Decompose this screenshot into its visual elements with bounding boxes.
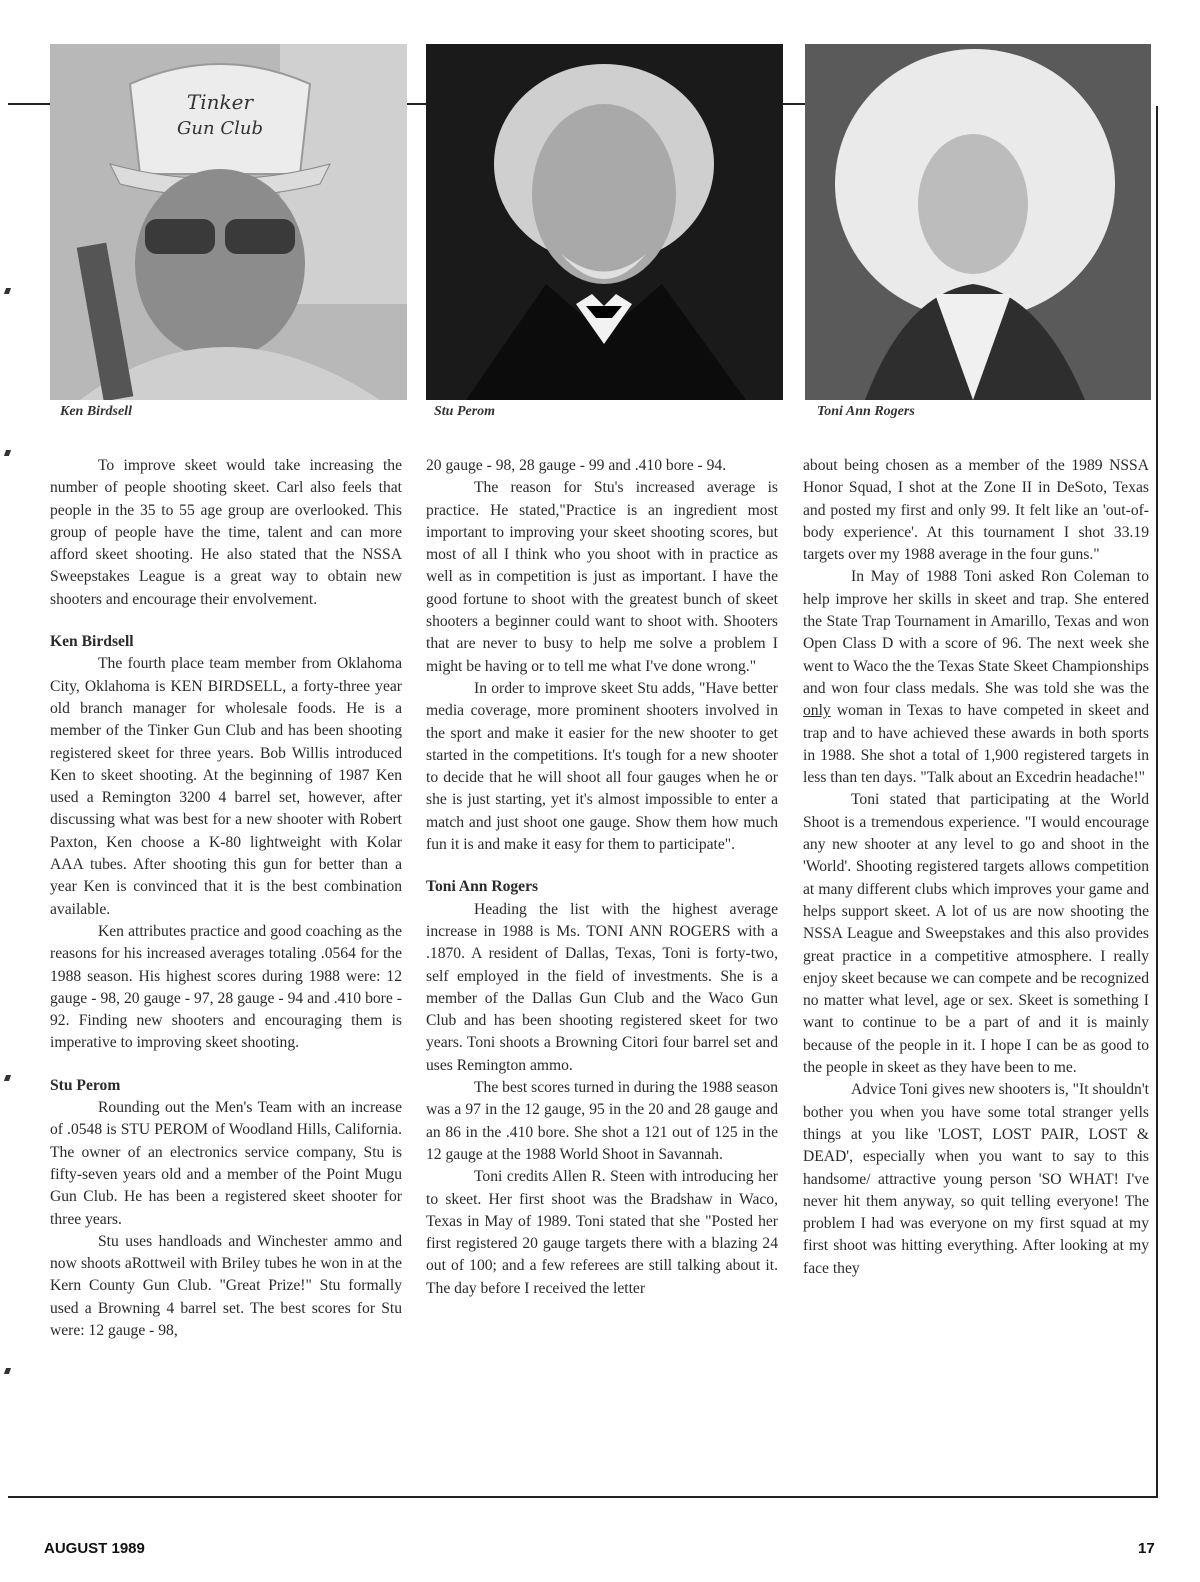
- paragraph: about being chosen as a member of the 1989 NSSA Honor Squad, I shot at the Zone II in DeSoto, Texas and posted my first and only 99. It felt like an 'out-of-body experience'. At this tournament I shot 33.19 targets over my 1988 average in the four guns.": [803, 457, 1149, 564]
- header-rule-left: [8, 103, 50, 105]
- paragraph-text: In May of 1988 Toni asked Ron Coleman to help improve her skills in skeet and trap. She entered the State Trap Tournament in Amarillo, Texas and won Open Class D with a score of 96. The next week she went to Waco the the Texas State Skeet Championships and won four class medals. She was told she was the: [803, 568, 1149, 697]
- caption-toni-ann-rogers: Toni Ann Rogers: [817, 404, 915, 419]
- toni-ann-rogers-portrait: [805, 44, 1151, 400]
- ken-birdsell-portrait: [50, 44, 407, 400]
- section-heading-toni-ann-rogers: Toni Ann Rogers: [426, 878, 539, 896]
- caption-ken-birdsell: Ken Birdsell: [60, 404, 132, 419]
- header-rule-right: [783, 103, 805, 105]
- photo-ken-birdsell: [50, 44, 407, 400]
- section-heading-stu-perom: Stu Perom: [50, 1076, 121, 1094]
- paragraph: Heading the list with the highest average increase in 1988 is Ms. TONI ANN ROGERS with a .1870. A resident of Dallas, Texas, Toni is forty-two, self employed in the field of investments. She is a member of the Dallas Gun Club and the Waco Gun Club and has been shooting registered skeet for two years. Toni shoots a Browning Citori four barrel set and uses Remington ammo.: [426, 900, 778, 1074]
- bottom-rule: [8, 1496, 1158, 1498]
- paragraph: In order to improve skeet Stu adds, "Have better media coverage, more prominent shooters involved in the sport and make it easier for the new shooter to get started in the competitions. It's tough for a new shooter to decide that he will shoot all four gauges when he or she is just starting, yet it's almost impossible to enter a match and just shoot one gauge. Show them how much fun it is and make it easy for them to participate".: [426, 679, 778, 854]
- paragraph: Advice Toni gives new shooters is, "It shouldn't bother you when you have some total stranger yells things at you like 'LOST, LOST PAIR, LOST & DEAD', especially when you want to say to this handsome/ attractive young person 'SO WHAT! I've never hit them anyway, so quit telling everyone! The problem I had was everyone on my first squad at my first shoot was hitting everything. After looking at my face they: [803, 1081, 1149, 1277]
- underlined-word: only: [803, 702, 831, 720]
- hat-text-line-1: Tinker: [186, 90, 254, 114]
- article-column-2: [426, 455, 778, 1300]
- paragraph: [803, 566, 1149, 789]
- paragraph: Toni stated that participating at the World Shoot is a tremendous experience. "I would encourage any new shooter at any level to go and shoot in the 'World'. Shooting registered targets allows competition at many different clubs which improves your game and helps support skeet. A lot of us are now shooting the NSSA League and Sweepstakes and this also provides great practice in a competitive atmosphere. I really enjoy skeet because we can compete and be recognized no matter what level, age or sex. Skeet is something I want to continue to be a part of and it is mainly because of the people in it. I hope I can be as good to the people in skeet as they have been to me.: [803, 791, 1149, 1077]
- photo-stu-perom: [426, 44, 783, 400]
- paragraph: The reason for Stu's increased average is practice. He stated,"Practice is an ingredient most important to improving your skeet shooting scores, but most of all I think who you shoot with in practice as well as in competition is just as important. I have the good fortune to shoot with the greatest bunch of skeet shooters a beginner could want to shoot with. Shooters that are never to busy to help me solve a problem I might be having or to tell me what I've done wrong.": [426, 479, 778, 675]
- header-rule-mid: [407, 103, 426, 105]
- paragraph: Toni credits Allen R. Steen with introducing her to skeet. Her first shoot was the Bradshaw in Waco, Texas in May of 1989. Toni stated that she "Posted her first registered 20 gauge targets there with a blazing 24 out of 100; and a few referees are still talking about it. The day before I received the letter: [426, 1168, 778, 1297]
- paragraph: Stu uses handloads and Winchester ammo and now shoots aRottweil with Briley tubes he won in at the Kern County Gun Club. "Great Prize!" Stu formally used a Browning 4 barrel set. The best scores for Stu were: 12 gauge - 98,: [50, 1232, 402, 1339]
- paragraph: Ken attributes practice and good coaching as the reasons for his increased averages totaling .0564 for the 1988 season. His highest scores during 1988 were: 12 gauge - 98, 20 gauge - 97, 28 gauge - 94 and .410 bore - 92. Finding new shooters and encouraging them is imperative to improving skeet shooting.: [50, 922, 402, 1052]
- page-number: 17: [1138, 1540, 1155, 1557]
- section-heading-ken-birdsell: Ken Birdsell: [50, 633, 134, 651]
- paragraph: The best scores turned in during the 1988 season was a 97 in the 12 gauge, 95 in the 20 and 28 gauge and an 86 in the .410 bore. She shot a 121 out of 125 in the 12 gauge at the 1988 World Shoot in Savannah.: [426, 1079, 779, 1163]
- caption-stu-perom: Stu Perom: [434, 404, 496, 419]
- hat-text-line-2: Gun Club: [177, 118, 263, 139]
- paragraph-text: woman in Texas to have competed in skeet and trap and to have achieved these awards in both sports in 1988. She shot a total of 1,900 registered targets in less than ten days. "Talk about an Excedrin headache!": [803, 702, 1149, 787]
- footer-date: AUGUST 1989: [44, 1540, 145, 1557]
- stu-perom-portrait: [426, 44, 783, 400]
- paragraph: To improve skeet would take increasing the number of people shooting skeet. Carl also feels that people in the 35 to 55 age group are overlooked. This group of people have the time, talent and can more afford skeet shooting. He also stated that the NSSA Sweepstakes League is a great way to obtain new shooters and encourage their envolvement.: [50, 457, 402, 608]
- right-border-rule: [1156, 106, 1158, 1498]
- margin-mark: [4, 1075, 11, 1081]
- article-column-1: [50, 455, 402, 1342]
- margin-mark: [4, 450, 11, 456]
- margin-mark: [4, 288, 11, 294]
- paragraph: 20 gauge - 98, 28 gauge - 99 and .410 bore - 94.: [426, 457, 727, 474]
- article-column-3: [803, 455, 1149, 1280]
- photo-toni-ann-rogers: [805, 44, 1151, 400]
- margin-mark: [4, 1368, 11, 1374]
- paragraph: The fourth place team member from Oklahoma City, Oklahoma is KEN BIRDSELL, a forty-three year old branch manager for wholesale foods. He is a member of the Tinker Gun Club and has been shooting registered skeet for three years. Bob Willis introduced Ken to skeet shooting. At the beginning of 1987 Ken used a Remington 3200 4 barrel set, however, after discussing what was best for a new shooter with Robert Paxton, Ken choose a K-80 lightweight with Kolar AAA tubes. After shooting this gun for better than a year Ken is convinced that it is the best combination available.: [50, 655, 402, 918]
- paragraph: Rounding out the Men's Team with an increase of .0548 is STU PEROM of Woodland Hills, California. The owner of an electronics service company, Stu is fifty-seven years old and a member of the Point Mugu Gun Club. He has been a registered skeet shooter for three years.: [50, 1099, 402, 1228]
